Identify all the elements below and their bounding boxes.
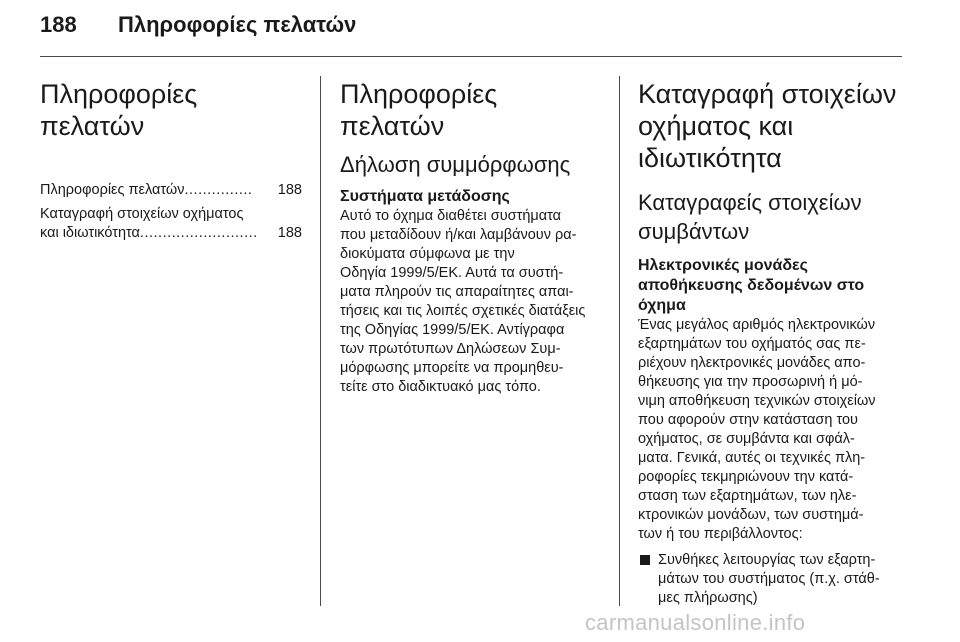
square-bullet-icon (640, 555, 650, 565)
column-2 (340, 66, 602, 397)
toc-line (40, 181, 302, 200)
table-of-contents (40, 181, 302, 243)
bullet-item (638, 551, 902, 608)
subsection-heading: Δήλωση συμμόρφωσης (340, 152, 571, 177)
toc-leader-dots: .......................... (139, 225, 258, 241)
page-number: 188 (40, 12, 77, 37)
column-3 (638, 66, 902, 608)
watermark: carmanualsonline.info (585, 610, 806, 635)
running-title: Πληροφορίες πελατών (118, 12, 357, 37)
toc-line (40, 224, 302, 243)
body-paragraph: Αυτό το όχημα διαθέτει συστήματα που μεταδίδουν ή/και λαμβάνουν ρα- διοκύματα σύμφωνα με την Οδηγία 1999/5/ΕΚ. Αυτά τα συστή- ματα πληρούν τις απαραίτητες απαι- τήσεις και τις λοιπές σχετικές διατάξεις της Οδηγίας 1999/5/ΕΚ. Αντίγραφα των πρωτότυπων Δηλώσεων Συμ- μόρφωσης μπορείτε να προμηθευ- τείτε στο διαδικτυακό μας τόπο. (340, 208, 586, 395)
chapter-heading: Πληροφορίες πελατών (40, 79, 198, 141)
section-heading: Καταγραφή στοιχείων οχήματος και ιδιωτικότητα (638, 79, 897, 173)
body-paragraph: Ένας μεγάλος αριθμός ηλεκτρονικών εξαρτημάτων του οχήματός σας πε- ριέχουν ηλεκτρονικές μονάδες απο- θήκευσης για την προσωρινή ή μό- νιμη αποθήκευση τεχνικών στοιχείων που αφορούν στην κατάσταση του οχήματος, σε συμβάντα και σφάλ- ματα. Γενικά, αυτές οι τεχνικές πλη- ροφορίες τεκμηριώνουν την κατά- σταση των εξαρτημάτων, των ηλε- κτρονικών μονάδων, των συστημά- των ή του περιβάλλοντος: (638, 317, 876, 542)
header-rule (40, 56, 902, 57)
toc-entry-text: και ιδιωτικότητα (40, 225, 140, 241)
toc-entry-text: Καταγραφή στοιχείων οχήματος (40, 206, 244, 222)
toc-entry[interactable] (40, 205, 302, 243)
column-1 (40, 66, 302, 248)
toc-entry-text: Πληροφορίες πελατών (40, 182, 185, 198)
page-header (40, 12, 356, 42)
subsection-heading: Καταγραφείς στοιχείων συμβάντων (638, 190, 862, 244)
topic-heading: Συστήματα μετάδοσης (340, 188, 510, 205)
bullet-text: Συνθήκες λειτουργίας των εξαρτη- μάτων του συστήματος (π.χ. στάθ- μες πλήρωσης) (658, 552, 880, 606)
column-divider-2 (619, 76, 620, 606)
column-divider-1 (320, 76, 321, 606)
toc-page-number: 188 (277, 225, 302, 241)
toc-entry[interactable] (40, 181, 302, 200)
section-heading: Πληροφορίες πελατών (340, 79, 498, 141)
toc-leader-dots: ............... (184, 182, 253, 198)
toc-page-number: 188 (277, 182, 302, 198)
topic-heading: Ηλεκτρονικές μονάδες αποθήκευσης δεδομένων στο όχημα (638, 257, 865, 314)
